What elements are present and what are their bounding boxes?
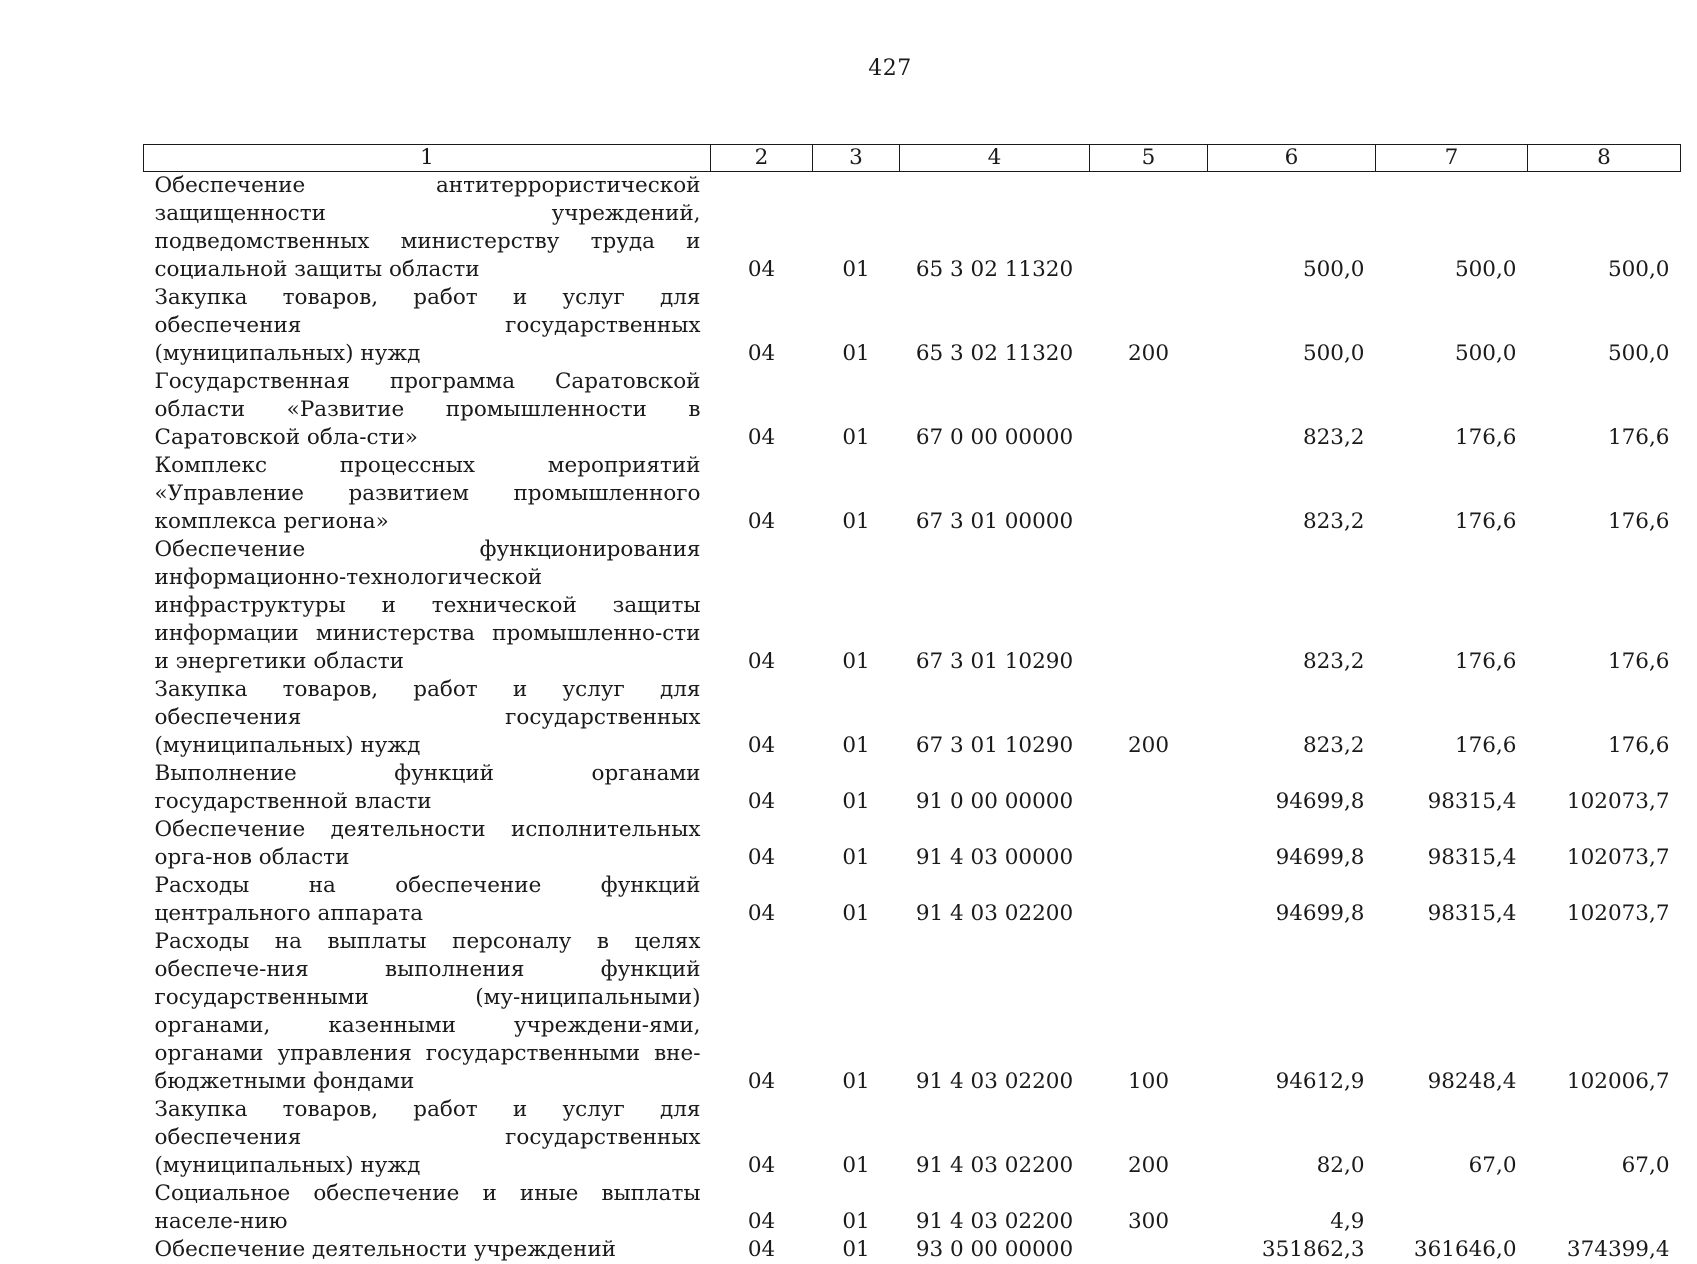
cell-section: 04 (711, 816, 813, 872)
cell-subsection: 01 (813, 928, 900, 1096)
cell-section: 04 (711, 284, 813, 368)
row-name: Закупка товаров, работ и услуг для обеспечения государственных (муниципальных) нужд (144, 284, 711, 368)
cell-expense-type (1090, 872, 1208, 928)
cell-amount-3: 102006,7 (1528, 928, 1681, 1096)
cell-section: 04 (711, 760, 813, 816)
cell-amount-2: 98248,4 (1376, 928, 1528, 1096)
cell-amount-3: 102073,7 (1528, 816, 1681, 872)
cell-section: 04 (711, 536, 813, 676)
cell-amount-2: 176,6 (1376, 368, 1528, 452)
cell-section: 04 (711, 1236, 813, 1264)
cell-amount-3: 102073,7 (1528, 872, 1681, 928)
cell-amount-1: 94699,8 (1208, 760, 1376, 816)
row-name: Выполнение функций органами государственной власти (144, 760, 711, 816)
cell-subsection: 01 (813, 452, 900, 536)
cell-subsection: 01 (813, 676, 900, 760)
cell-amount-1: 94699,8 (1208, 872, 1376, 928)
page-number: 427 (0, 56, 1697, 81)
cell-amount-2: 176,6 (1376, 452, 1528, 536)
table-row (144, 368, 1681, 452)
table-row (144, 1236, 1681, 1264)
row-name: Расходы на выплаты персоналу в целях обеспече-ния выполнения функций государственными (му-ниципальными) органами, казенными учреждени-ями, органами управления государственными вне-бюджетными фондами (144, 928, 711, 1096)
cell-amount-2: 176,6 (1376, 536, 1528, 676)
cell-amount-3: 176,6 (1528, 452, 1681, 536)
cell-target-code: 91 4 03 00000 (900, 816, 1090, 872)
cell-amount-2: 361646,0 (1376, 1236, 1528, 1264)
row-name: Обеспечение антитеррористической защищенности учреждений, подведомственных министерству труда и социальной защиты области (144, 172, 711, 285)
cell-amount-2: 500,0 (1376, 172, 1528, 285)
cell-target-code: 91 4 03 02200 (900, 1180, 1090, 1236)
cell-subsection: 01 (813, 760, 900, 816)
cell-amount-3 (1528, 1180, 1681, 1236)
column-header-7: 7 (1376, 145, 1528, 172)
table-row (144, 760, 1681, 816)
cell-amount-1: 4,9 (1208, 1180, 1376, 1236)
cell-amount-3: 374399,4 (1528, 1236, 1681, 1264)
cell-amount-2 (1376, 1180, 1528, 1236)
cell-section: 04 (711, 452, 813, 536)
column-header-2: 2 (711, 145, 813, 172)
cell-target-code: 93 0 00 00000 (900, 1236, 1090, 1264)
cell-expense-type: 200 (1090, 676, 1208, 760)
row-name: Комплекс процессных мероприятий «Управление развитием промышленного комплекса региона» (144, 452, 711, 536)
cell-amount-3: 176,6 (1528, 368, 1681, 452)
table-row (144, 676, 1681, 760)
cell-subsection: 01 (813, 368, 900, 452)
cell-amount-1: 823,2 (1208, 536, 1376, 676)
cell-expense-type (1090, 368, 1208, 452)
header-row (144, 145, 1681, 172)
cell-amount-1: 823,2 (1208, 452, 1376, 536)
cell-amount-3: 67,0 (1528, 1096, 1681, 1180)
cell-amount-1: 823,2 (1208, 676, 1376, 760)
row-name: Государственная программа Саратовской области «Развитие промышленности в Саратовской обла-сти» (144, 368, 711, 452)
cell-target-code: 65 3 02 11320 (900, 172, 1090, 285)
cell-amount-1: 82,0 (1208, 1096, 1376, 1180)
table-row (144, 928, 1681, 1096)
cell-target-code: 65 3 02 11320 (900, 284, 1090, 368)
cell-target-code: 91 4 03 02200 (900, 928, 1090, 1096)
table-row (144, 536, 1681, 676)
cell-amount-2: 98315,4 (1376, 760, 1528, 816)
cell-amount-1: 500,0 (1208, 172, 1376, 285)
table-row (144, 872, 1681, 928)
cell-subsection: 01 (813, 172, 900, 285)
cell-expense-type (1090, 536, 1208, 676)
table-row (144, 1180, 1681, 1236)
table-row (144, 284, 1681, 368)
column-header-6: 6 (1208, 145, 1376, 172)
table-row (144, 452, 1681, 536)
cell-target-code: 91 4 03 02200 (900, 872, 1090, 928)
cell-subsection: 01 (813, 536, 900, 676)
row-name: Социальное обеспечение и иные выплаты населе-нию (144, 1180, 711, 1236)
cell-amount-3: 176,6 (1528, 536, 1681, 676)
cell-expense-type: 200 (1090, 1096, 1208, 1180)
cell-amount-2: 98315,4 (1376, 872, 1528, 928)
row-name: Обеспечение деятельности исполнительных орга-нов области (144, 816, 711, 872)
cell-amount-2: 98315,4 (1376, 816, 1528, 872)
column-header-1: 1 (144, 145, 711, 172)
cell-amount-3: 102073,7 (1528, 760, 1681, 816)
cell-section: 04 (711, 676, 813, 760)
cell-subsection: 01 (813, 816, 900, 872)
cell-target-code: 67 3 01 10290 (900, 536, 1090, 676)
cell-subsection: 01 (813, 284, 900, 368)
cell-expense-type (1090, 816, 1208, 872)
table-header (144, 145, 1681, 172)
table-row (144, 1096, 1681, 1180)
column-header-5: 5 (1090, 145, 1208, 172)
cell-amount-2: 500,0 (1376, 284, 1528, 368)
column-header-3: 3 (813, 145, 900, 172)
cell-section: 04 (711, 368, 813, 452)
column-header-8: 8 (1528, 145, 1681, 172)
row-name: Обеспечение функционирования информационно-технологической инфраструктуры и технической защиты информации министерства промышленно-сти и энергетики области (144, 536, 711, 676)
cell-amount-1: 500,0 (1208, 284, 1376, 368)
table-body (144, 172, 1681, 1264)
cell-expense-type (1090, 172, 1208, 285)
row-name: Расходы на обеспечение функций центрального аппарата (144, 872, 711, 928)
cell-subsection: 01 (813, 872, 900, 928)
table-row (144, 816, 1681, 872)
cell-expense-type (1090, 1236, 1208, 1264)
cell-target-code: 67 3 01 10290 (900, 676, 1090, 760)
cell-expense-type (1090, 760, 1208, 816)
cell-target-code: 67 3 01 00000 (900, 452, 1090, 536)
cell-amount-2: 176,6 (1376, 676, 1528, 760)
cell-section: 04 (711, 172, 813, 285)
cell-section: 04 (711, 1180, 813, 1236)
cell-expense-type: 100 (1090, 928, 1208, 1096)
cell-subsection: 01 (813, 1180, 900, 1236)
cell-target-code: 91 4 03 02200 (900, 1096, 1090, 1180)
cell-amount-1: 94699,8 (1208, 816, 1376, 872)
cell-target-code: 67 0 00 00000 (900, 368, 1090, 452)
table-row (144, 172, 1681, 285)
budget-table (143, 144, 1681, 1264)
cell-expense-type (1090, 452, 1208, 536)
cell-subsection: 01 (813, 1236, 900, 1264)
row-name: Обеспечение деятельности учреждений (144, 1236, 711, 1264)
cell-amount-1: 94612,9 (1208, 928, 1376, 1096)
cell-section: 04 (711, 928, 813, 1096)
cell-target-code: 91 0 00 00000 (900, 760, 1090, 816)
row-name: Закупка товаров, работ и услуг для обеспечения государственных (муниципальных) нужд (144, 676, 711, 760)
column-header-4: 4 (900, 145, 1090, 172)
cell-amount-2: 67,0 (1376, 1096, 1528, 1180)
row-name: Закупка товаров, работ и услуг для обеспечения государственных (муниципальных) нужд (144, 1096, 711, 1180)
cell-amount-3: 500,0 (1528, 172, 1681, 285)
cell-amount-1: 823,2 (1208, 368, 1376, 452)
cell-expense-type: 300 (1090, 1180, 1208, 1236)
cell-section: 04 (711, 1096, 813, 1180)
cell-amount-3: 500,0 (1528, 284, 1681, 368)
cell-subsection: 01 (813, 1096, 900, 1180)
cell-section: 04 (711, 872, 813, 928)
cell-amount-3: 176,6 (1528, 676, 1681, 760)
cell-amount-1: 351862,3 (1208, 1236, 1376, 1264)
cell-expense-type: 200 (1090, 284, 1208, 368)
